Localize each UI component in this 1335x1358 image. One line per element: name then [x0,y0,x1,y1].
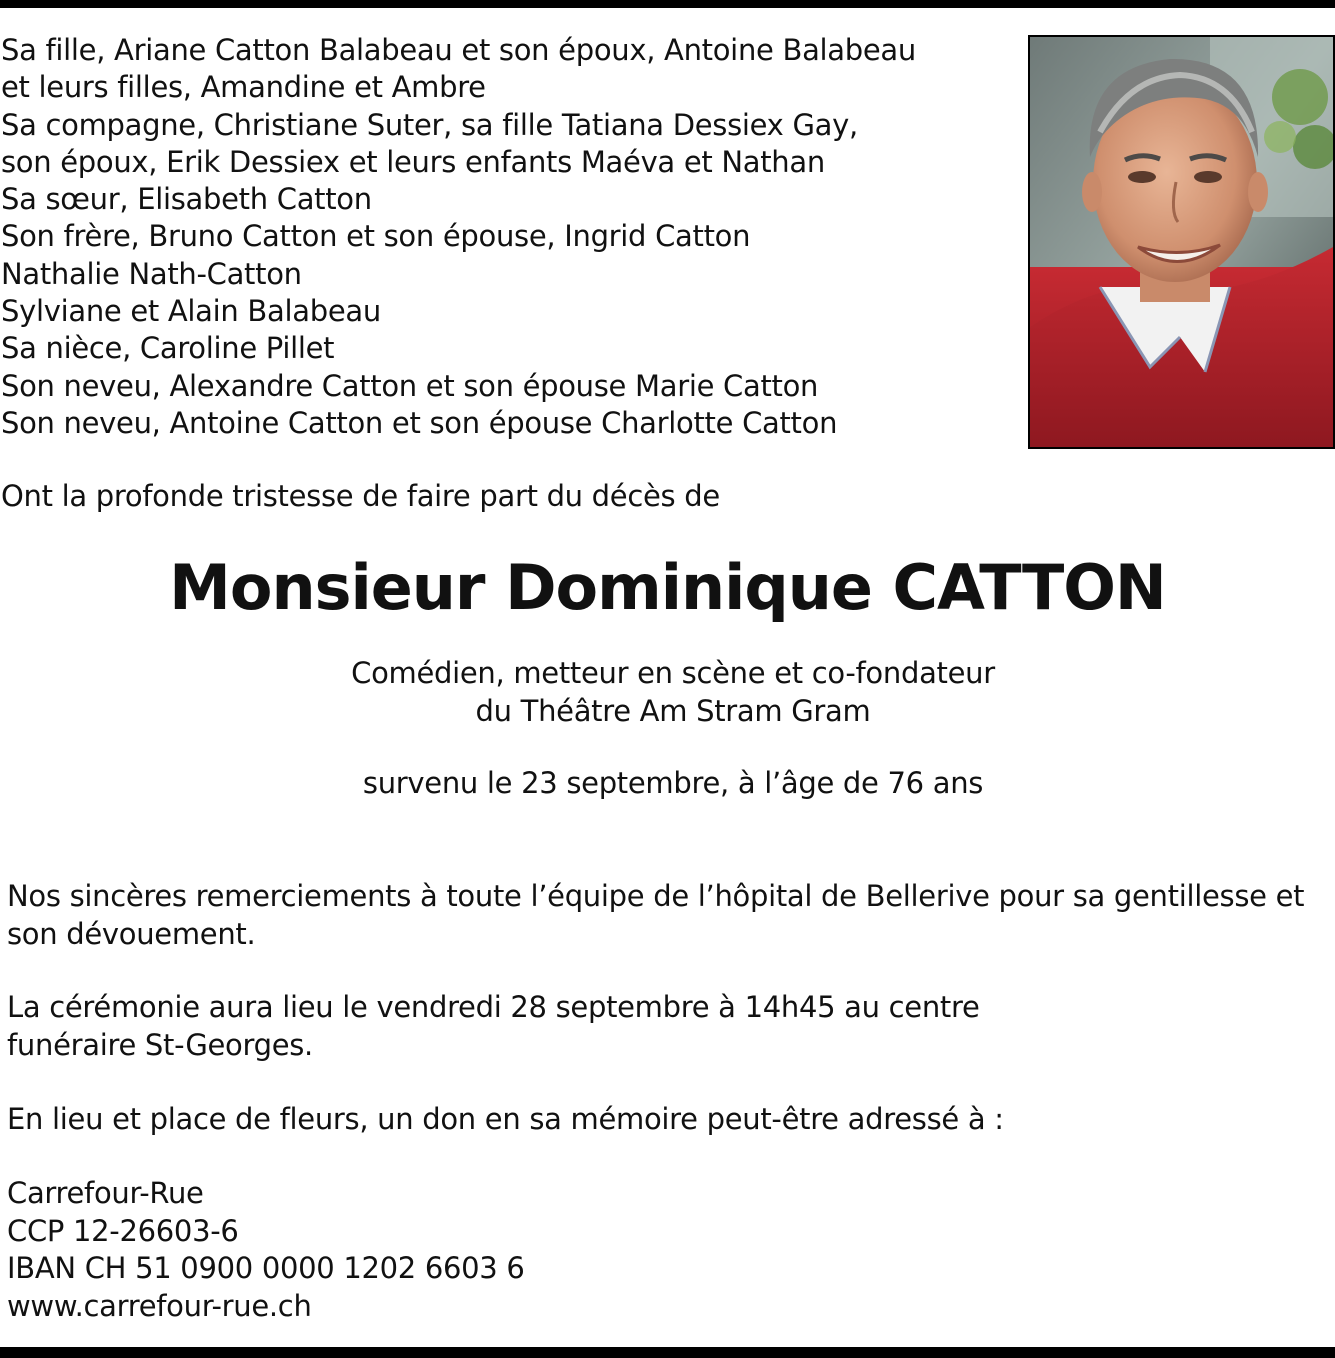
bottom-rule [0,1347,1335,1358]
ceremony-paragraph [7,989,980,1064]
ceremony-line: funéraire St-Georges. [7,1027,313,1062]
top-rule [0,0,1335,8]
family-line: Sa nièce, Caroline Pillet [1,331,335,366]
thanks-line: son dévouement. [7,916,256,951]
donation-paragraph [7,1101,1004,1139]
role-line: du Théâtre Am Stram Gram [475,693,871,728]
ceremony-line: La cérémonie aura lieu le vendredi 28 septembre à 14h45 au centre [7,990,980,1024]
family-line: Sa fille, Ariane Catton Balabeau et son époux, Antoine Balabeau [1,33,916,67]
family-line: Son neveu, Antoine Catton et son épouse Charlotte Catton [1,405,838,440]
deceased-role [0,655,1335,730]
address-org: Carrefour-Rue [7,1176,204,1210]
announcement-intro: Ont la profonde tristesse de faire part du décès de [1,479,720,513]
family-line: Son neveu, Alexandre Catton et son épouse Marie Catton [1,368,819,403]
portrait-photo [1028,35,1335,449]
family-line: Sylviane et Alain Balabeau [1,294,381,329]
family-line: Sa compagne, Christiane Suter, sa fille Tatiana Dessiex Gay, [1,107,858,142]
family-list [1,32,1001,442]
death-date-line: survenu le 23 septembre, à l’âge de 76 ans [362,766,984,800]
family-line: et leurs filles, Amandine et Ambre [1,70,486,105]
address-website: www.carrefour-rue.ch [7,1288,312,1323]
deceased-name: Monsieur Dominique CATTON [169,551,1166,624]
family-line: Sa sœur, Elisabeth Catton [1,182,372,217]
address-iban: IBAN CH 51 0900 0000 1202 6603 6 [7,1251,525,1285]
family-line: Son frère, Bruno Catton et son épouse, Ingrid Catton [1,219,751,254]
donation-address [7,1175,525,1325]
thanks-paragraph [7,878,1304,953]
address-ccp: CCP 12-26603-6 [7,1213,239,1248]
family-line: Nathalie Nath-Catton [1,256,302,291]
family-line: son époux, Erik Dessiex et leurs enfants Maéva et Nathan [1,144,825,179]
role-line: Comédien, metteur en scène et co-fondateur [351,656,995,690]
thanks-line: Nos sincères remerciements à toute l’équipe de l’hôpital de Bellerive pour sa gentillesse et [7,879,1305,913]
donation-line: En lieu et place de fleurs, un don en sa mémoire peut-être adressé à : [7,1102,1004,1136]
